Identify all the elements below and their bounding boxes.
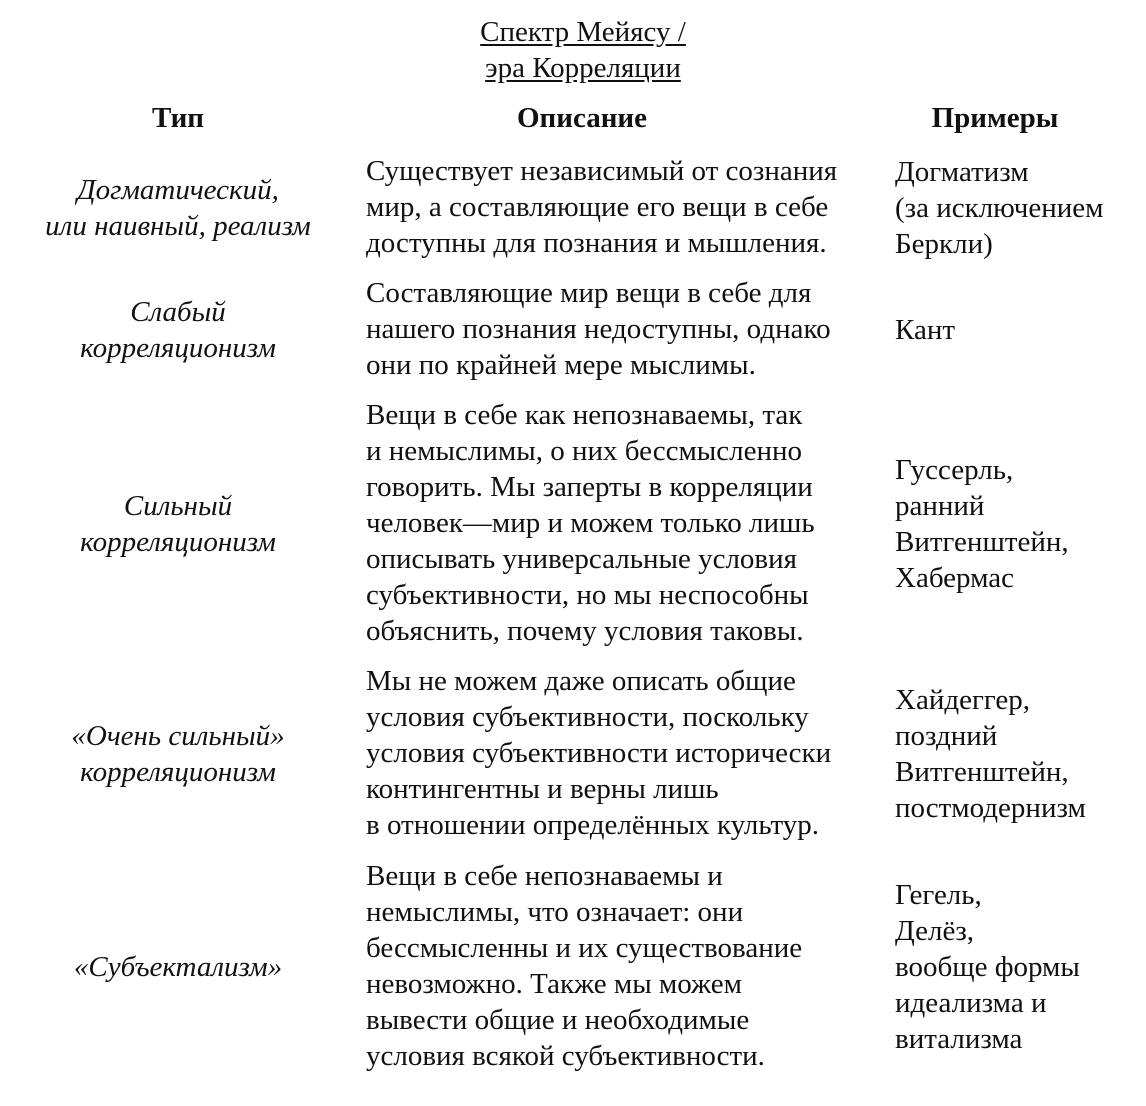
row-example-line: Догматизм: [895, 156, 1029, 188]
header-description: Описание: [517, 102, 647, 134]
row-examples: [895, 858, 1145, 1076]
row-description: [366, 858, 886, 1074]
row-type: [0, 275, 356, 385]
row-example-line: Хайдеггер,: [895, 684, 1030, 716]
row-description-line: доступны для познания и мышления.: [366, 227, 827, 259]
row-description: [366, 397, 886, 649]
row-type-line: корреляционизм: [80, 332, 276, 364]
row-description-line: нашего познания недоступны, однако: [366, 313, 831, 345]
row-example-line: Витгенштейн,: [895, 526, 1069, 558]
row-example-line: (за исключением: [895, 192, 1104, 224]
row-example-line: Делёз,: [895, 915, 975, 947]
row-example-line: витализма: [895, 1023, 1023, 1055]
row-example-line: вообще формы: [895, 951, 1080, 983]
table-row: [0, 858, 1146, 1076]
row-description-line: Составляющие мир вещи в себе для: [366, 277, 812, 309]
row-description-line: вывести общие и необходимые: [366, 1004, 750, 1036]
row-description-line: говорить. Мы заперты в корреляции: [366, 471, 813, 503]
table-row: [0, 397, 1146, 651]
row-type-line: Догматический,: [77, 174, 279, 206]
row-description-line: Вещи в себе непознаваемы и: [366, 860, 723, 892]
row-type-line: «Очень сильный»: [71, 720, 285, 752]
row-description-line: в отношении определённых культур.: [366, 809, 820, 841]
row-type: [0, 153, 356, 263]
row-type: [0, 663, 356, 845]
row-type-line: или наивный, реализм: [45, 210, 311, 242]
header-type: Тип: [151, 102, 205, 134]
row-examples: [895, 663, 1145, 845]
row-description-line: контингентны и верны лишь: [366, 773, 719, 805]
row-example-line: Витгенштейн,: [895, 756, 1069, 788]
row-description-line: условия всякой субъективности.: [366, 1040, 765, 1072]
title-line-1: Спектр Мейясу /: [480, 16, 686, 48]
row-description: [366, 153, 886, 261]
table-header: [0, 100, 1146, 140]
row-description-line: условия субъективности, поскольку: [366, 701, 809, 733]
row-type-line: корреляционизм: [80, 756, 276, 788]
row-description-line: невозможно. Также мы можем: [366, 968, 742, 1000]
row-example-line: Беркли): [895, 228, 993, 260]
row-description-line: человек—мир и можем только лишь: [366, 507, 815, 539]
row-example-line: постмодернизм: [895, 792, 1086, 824]
row-description-line: описывать универсальные условия: [366, 543, 797, 575]
row-examples: [895, 275, 1145, 385]
row-example-line: ранний: [895, 490, 985, 522]
row-type-line: «Субъектализм»: [73, 951, 283, 983]
title-line-2: эра Корреляции: [485, 52, 681, 84]
header-examples: Примеры: [931, 102, 1059, 134]
row-description-line: Мы не можем даже описать общие: [366, 665, 796, 697]
row-description-line: объяснить, почему условия таковы.: [366, 615, 804, 647]
row-example-line: поздний: [895, 720, 998, 752]
row-description-line: субъективности, но мы неспособны: [366, 579, 809, 611]
row-example-line: Хабермас: [895, 562, 1015, 594]
row-example-line: Кант: [895, 314, 956, 346]
row-examples: [895, 397, 1145, 651]
row-examples: [895, 153, 1145, 263]
document-title: [0, 14, 1146, 86]
row-description: [366, 275, 886, 383]
table-row: [0, 275, 1146, 385]
row-description-line: Существует независимый от сознания: [366, 155, 838, 187]
row-description: [366, 663, 886, 843]
row-description-line: условия субъективности исторически: [366, 737, 832, 769]
row-example-line: идеализма и: [895, 987, 1047, 1019]
row-description-line: и немыслимы, о них бессмысленно: [366, 435, 803, 467]
row-description-line: мир, а составляющие его вещи в себе: [366, 191, 829, 223]
row-type: [0, 397, 356, 651]
row-type-line: корреляционизм: [80, 526, 276, 558]
table-row: [0, 663, 1146, 845]
row-description-line: бессмысленны и их существование: [366, 932, 803, 964]
row-description-line: Вещи в себе как непознаваемы, так: [366, 399, 803, 431]
row-description-line: они по крайней мере мыслимы.: [366, 349, 756, 381]
row-type-line: Слабый: [130, 296, 226, 328]
row-type-line: Сильный: [123, 490, 233, 522]
row-example-line: Гуссерль,: [895, 454, 1014, 486]
table-row: [0, 153, 1146, 263]
row-example-line: Гегель,: [895, 879, 982, 911]
row-type: [0, 858, 356, 1076]
row-description-line: немыслимы, что означает: они: [366, 896, 744, 928]
